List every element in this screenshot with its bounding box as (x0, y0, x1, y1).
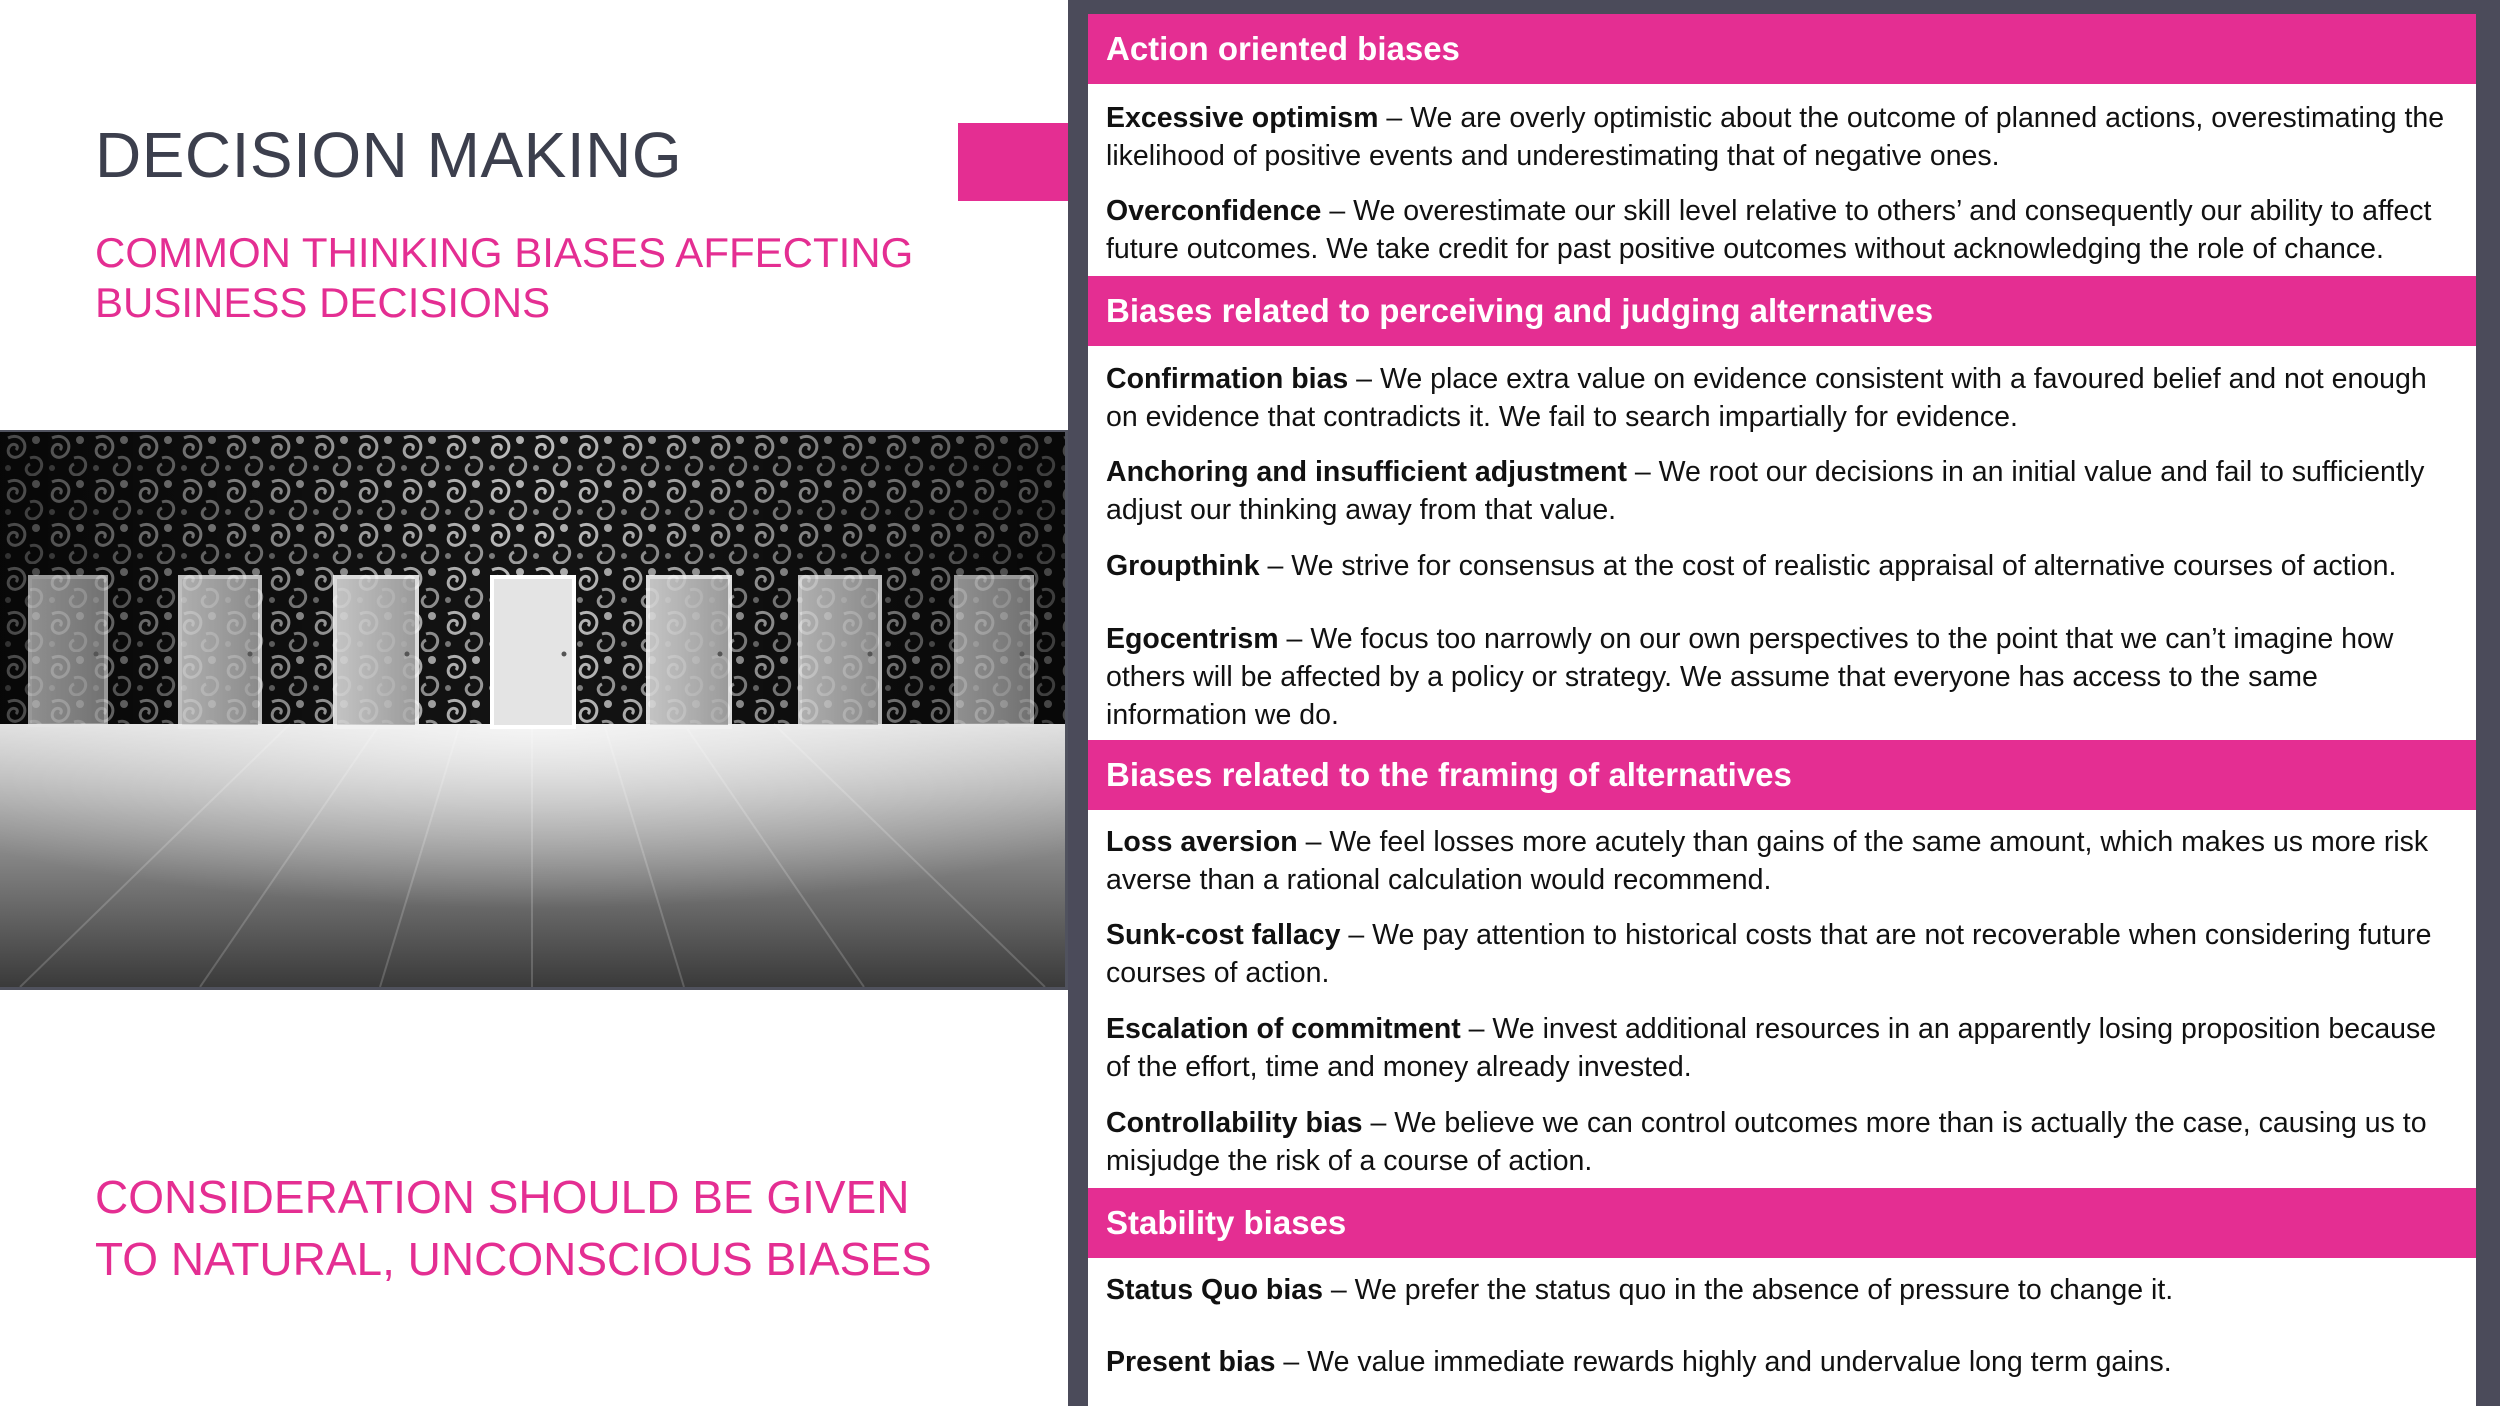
section-header-action-oriented: Action oriented biases (1088, 14, 2476, 84)
bias-term: Escalation of commitment (1106, 1013, 1461, 1045)
bias-term: Loss aversion (1106, 826, 1298, 858)
section-header-perceiving-judging: Biases related to perceiving and judging alternatives (1088, 276, 2476, 346)
slide-subtitle (95, 228, 995, 328)
bias-term: Present bias (1106, 1346, 1276, 1378)
bias-status-quo (1106, 1271, 2466, 1309)
bias-term: Anchoring and insufficient adjustment (1106, 456, 1627, 488)
bias-escalation (1106, 1010, 2466, 1086)
bias-loss-aversion (1106, 823, 2466, 899)
bias-description: – We overestimate our skill level relative to others’ and consequently our ability to affect future outcomes. We take credit for past positive outcomes without acknowledging the role of chance. (1106, 195, 2432, 265)
bias-term: Sunk-cost fallacy (1106, 919, 1341, 951)
bias-description: – We value immediate rewards highly and undervalue long term gains. (1275, 1346, 2172, 1378)
bias-controllability (1106, 1104, 2466, 1180)
bias-term: Controllability bias (1106, 1107, 1363, 1139)
bias-description: – We are overly optimistic about the outcome of planned actions, overestimating the likelihood of positive events and underestimating that of negative ones. (1106, 102, 2445, 172)
bias-description: – We root our decisions in an initial value and fail to sufficiently adjust our thinking away from that value. (1106, 456, 2425, 526)
bias-term: Groupthink (1106, 550, 1260, 582)
subtitle-line: COMMON THINKING BIASES AFFECTING (95, 229, 914, 276)
bias-confirmation (1106, 360, 2466, 436)
bias-term: Status Quo bias (1106, 1274, 1323, 1306)
bias-groupthink (1106, 547, 2466, 585)
section-header-stability: Stability biases (1088, 1188, 2476, 1258)
door-row (30, 577, 1032, 727)
bias-overconfidence (1106, 192, 2466, 268)
bias-excessive-optimism (1106, 99, 2466, 175)
bias-description: – We feel losses more acutely than gains of the same amount, which makes us more risk averse than a rational calculation would recommend. (1106, 826, 2429, 896)
section-header-framing: Biases related to the framing of alternatives (1088, 740, 2476, 810)
bias-term: Confirmation bias (1106, 363, 1349, 395)
bias-description: – We place extra value on evidence consistent with a favoured belief and not enough on evidence that contradicts it. We fail to search impartially for evidence. (1106, 363, 2427, 433)
bias-description: – We believe we can control outcomes more than is actually the case, causing us to misjudge the risk of a course of action. (1106, 1107, 2427, 1177)
bias-description: – We focus too narrowly on our own perspectives to the point that we can’t imagine how others will be affected by a policy or strategy. We assume that everyone has access to the same information we do. (1106, 623, 2394, 731)
bias-sunk-cost (1106, 916, 2466, 992)
bias-description: – We invest additional resources in an apparently losing proposition because of the effort, time and money already invested. (1106, 1013, 2437, 1083)
bottom-note-line: TO NATURAL, UNCONSCIOUS BIASES (95, 1233, 932, 1285)
bias-term: Excessive optimism (1106, 102, 1379, 134)
bias-description: – We prefer the status quo in the absence of pressure to change it. (1322, 1274, 2174, 1306)
bias-description: – We strive for consensus at the cost of realistic appraisal of alternative courses of action. (1259, 550, 2397, 582)
bias-term: Overconfidence (1106, 195, 1322, 227)
bias-anchoring (1106, 453, 2466, 529)
doors-illustration (0, 432, 1065, 987)
bias-term: Egocentrism (1106, 623, 1279, 655)
bottom-note (95, 1166, 1045, 1290)
bias-description: – We pay attention to historical costs that are not recoverable when considering future courses of action. (1106, 919, 2432, 989)
slide-title: DECISION MAKING (95, 119, 683, 191)
bias-present (1106, 1343, 2466, 1381)
subtitle-line: BUSINESS DECISIONS (95, 279, 551, 326)
bottom-note-line: CONSIDERATION SHOULD BE GIVEN (95, 1171, 910, 1223)
doors-photo (0, 430, 1068, 990)
bias-egocentrism (1106, 620, 2466, 734)
